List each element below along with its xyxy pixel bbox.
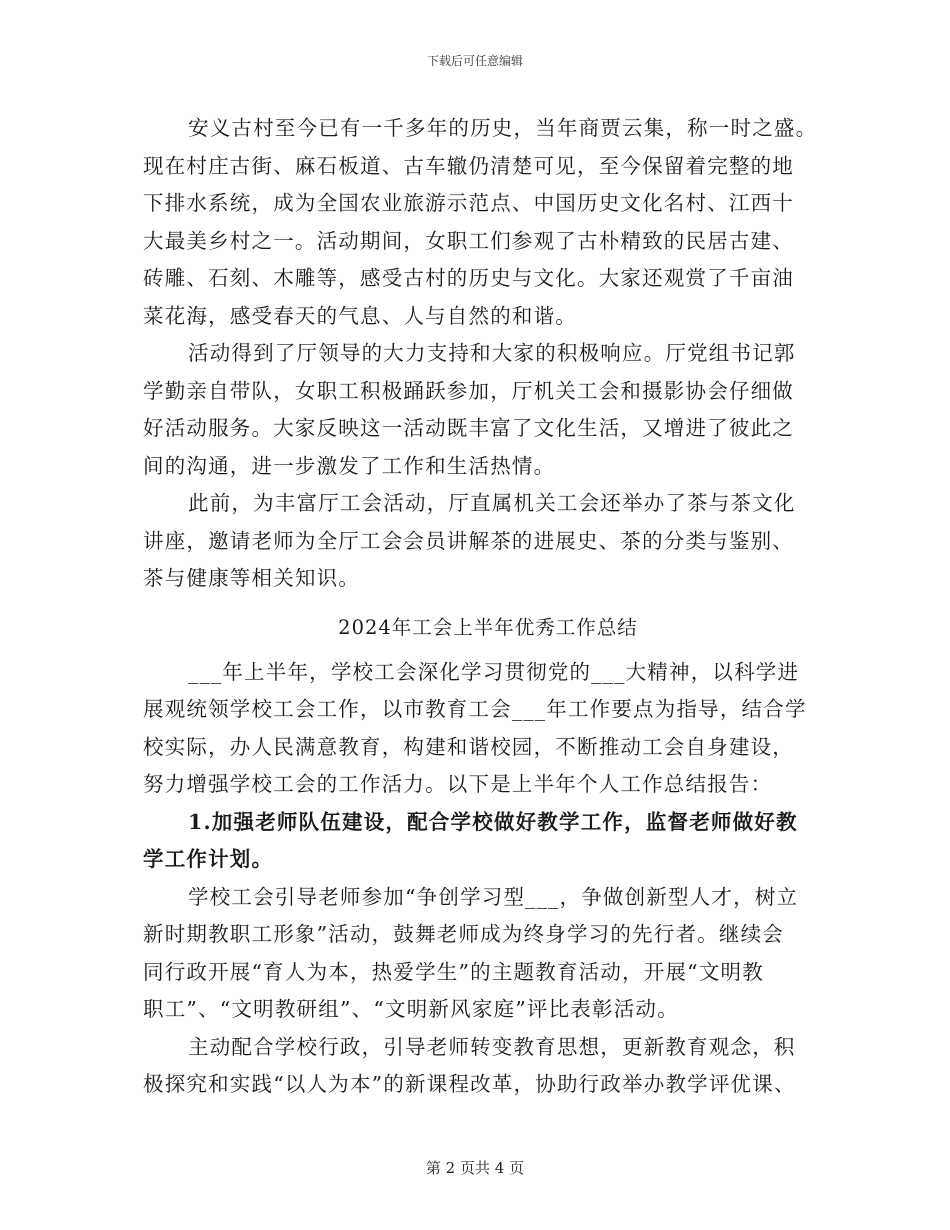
paragraph-line: 新时期教职工形象”活动，鼓舞老师成为终身学习的先行者。继续会 xyxy=(143,922,784,946)
document-body xyxy=(143,110,833,1104)
paragraph-line: 下排水系统，成为全国农业旅游示范点、中国历史文化名村、江西十 xyxy=(143,191,794,215)
page-header: 下载后可任意编辑 xyxy=(426,54,523,68)
paragraph-line: 主动配合学校行政，引导老师转变教育思想，更新教育观念，积 xyxy=(188,1034,796,1059)
section-title: 2024年工会上半年优秀工作总结 xyxy=(338,615,638,639)
paragraph-line: 菜花海，感受春天的气息、人与自然的和谐。 xyxy=(143,303,577,328)
paragraph-line: 极探究和实践“以人为本”的新课程改革，协助行政举办教学评优课、 xyxy=(143,1072,796,1096)
paragraph-line: 此前，为丰富厅工会活动，厅直属机关工会还举办了茶与茶文化 xyxy=(188,491,796,515)
page-footer: 第 2 页共 4 页 xyxy=(425,1159,525,1177)
paragraph-line: 茶与健康等相关知识。 xyxy=(143,566,360,590)
paragraph-line: 同行政开展“育人为本，热爱学生”的主题教育活动，开展“文明教 xyxy=(143,959,764,984)
paragraph-line: 大最美乡村之一。活动期间，女职工们参观了古朴精致的民居古建、 xyxy=(143,228,794,253)
paragraph-line: 展观统领学校工会工作，以市教育工会___年工作要点为指导，结合学 xyxy=(143,697,807,721)
paragraph-line: 砖雕、石刻、木雕等，感受古村的历史与文化。大家还观赏了千亩油 xyxy=(143,266,794,290)
paragraph-line: 校实际，办人民满意教育，构建和谐校园，不断推动工会自身建设， xyxy=(143,734,794,759)
paragraph-line: 努力增强学校工会的工作活力。以下是上半年个人工作总结报告： xyxy=(143,772,773,796)
paragraph-line: ___年上半年，学校工会深化学习贯彻党的___大精神，以科学进 xyxy=(188,659,800,684)
subheading-line: 1.加强老师队伍建设，配合学校做好教学工作，监督老师做好教 xyxy=(188,809,798,834)
subheading-line: 学工作计划。 xyxy=(143,847,274,871)
paragraph-line: 职工”、“文明教研组”、“文明新风家庭”评比表彰活动。 xyxy=(143,997,679,1021)
paragraph-line: 学校工会引导老师参加“争创学习型___，争做创新型人才，树立 xyxy=(188,884,799,909)
paragraph-line: 间的沟通，进一步激发了工作和生活热情。 xyxy=(143,453,556,478)
paragraph-line: 学勤亲自带队，女职工积极踊跃参加，厅机关工会和摄影协会仔细做 xyxy=(143,378,794,403)
paragraph-line: 现在村庄古街、麻石板道、古车辙仍清楚可见，至今保留着完整的地 xyxy=(143,153,794,178)
paragraph-line: 活动得到了厅领导的大力支持和大家的积极响应。厅党组书记郭 xyxy=(188,341,796,365)
paragraph-line: 好活动服务。大家反映这一活动既丰富了文化生活，又增进了彼此之 xyxy=(143,416,794,440)
paragraph-line: 讲座，邀请老师为全厅工会会员讲解茶的进展史、茶的分类与鉴别、 xyxy=(143,528,794,553)
paragraph-line: 安义古村至今已有一千多年的历史，当年商贾云集，称一时之盛。 xyxy=(188,116,818,140)
